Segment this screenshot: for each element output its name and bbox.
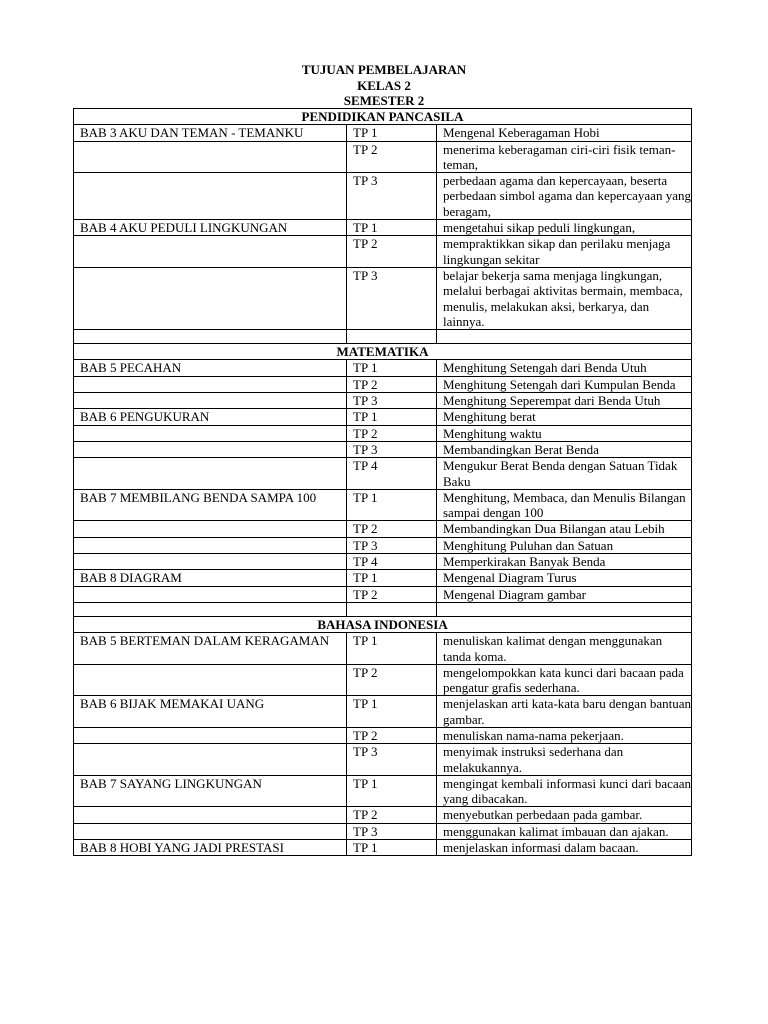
table-row xyxy=(74,775,692,807)
tp-code-cell: TP 3 xyxy=(347,823,437,839)
chapter-cell xyxy=(74,521,347,537)
objective-cell: menuliskan nama-nama pekerjaan. xyxy=(437,727,692,743)
table-row xyxy=(74,537,692,553)
objective-cell: Menghitung waktu xyxy=(437,425,692,441)
title-line: TUJUAN PEMBELAJARAN xyxy=(301,62,467,77)
table-row xyxy=(74,441,692,457)
tp-code-cell: TP 2 xyxy=(347,141,437,173)
chapter-cell: BAB 7 MEMBILANG BENDA SAMPA 100 xyxy=(74,489,347,521)
subject-header: MATEMATIKA xyxy=(74,344,692,360)
table-row xyxy=(74,458,692,490)
table-row xyxy=(74,267,692,329)
objective-cell: Memperkirakan Banyak Benda xyxy=(437,554,692,570)
empty-cell xyxy=(437,602,692,616)
table-row xyxy=(74,521,692,537)
chapter-cell: BAB 8 HOBI YANG JADI PRESTASI xyxy=(74,840,347,856)
subject-header-row xyxy=(74,109,692,125)
objective-cell: Mengenal Diagram gambar xyxy=(437,586,692,602)
tp-code-cell: TP 1 xyxy=(347,409,437,425)
chapter-cell xyxy=(74,393,347,409)
table-row xyxy=(74,425,692,441)
tp-code-cell: TP 2 xyxy=(347,586,437,602)
table-row xyxy=(74,489,692,521)
subject-header: PENDIDIKAN PANCASILA xyxy=(74,109,692,125)
objective-cell: Menghitung berat xyxy=(437,409,692,425)
table-row xyxy=(74,409,692,425)
empty-cell xyxy=(347,330,437,344)
table-row xyxy=(74,141,692,173)
objective-cell: Menghitung Puluhan dan Satuan xyxy=(437,537,692,553)
chapter-cell: BAB 5 PECAHAN xyxy=(74,360,347,376)
chapter-cell: BAB 4 AKU PEDULI LINGKUNGAN xyxy=(74,220,347,236)
objective-cell: menuliskan kalimat dengan menggunakan tanda koma. xyxy=(437,633,692,665)
empty-row xyxy=(74,602,692,616)
table-row xyxy=(74,696,692,728)
table-row xyxy=(74,586,692,602)
objective-cell: menjelaskan informasi dalam bacaan. xyxy=(437,840,692,856)
objective-cell: Membandingkan Berat Benda xyxy=(437,441,692,457)
chapter-cell: BAB 6 BIJAK MEMAKAI UANG xyxy=(74,696,347,728)
tp-code-cell: TP 3 xyxy=(347,537,437,553)
chapter-cell: BAB 6 PENGUKURAN xyxy=(74,409,347,425)
chapter-cell xyxy=(74,586,347,602)
chapter-cell xyxy=(74,267,347,329)
tp-code-cell: TP 4 xyxy=(347,458,437,490)
objective-cell: Mengukur Berat Benda dengan Satuan Tidak Baku xyxy=(437,458,692,490)
tp-code-cell: TP 2 xyxy=(347,521,437,537)
table-row xyxy=(74,744,692,776)
chapter-cell xyxy=(74,425,347,441)
chapter-cell xyxy=(74,744,347,776)
class-line: KELAS 2 xyxy=(357,77,411,93)
objective-cell: mempraktikkan sikap dan perilaku menjaga lingkungan sekitar xyxy=(437,236,692,268)
empty-cell xyxy=(74,602,347,616)
tp-code-cell: TP 2 xyxy=(347,425,437,441)
objective-cell: Menghitung, Membaca, dan Menulis Bilangan sampai dengan 100 xyxy=(437,489,692,521)
objective-cell: Menghitung Setengah dari Benda Utuh xyxy=(437,360,692,376)
chapter-cell xyxy=(74,554,347,570)
chapter-cell xyxy=(74,727,347,743)
table-row xyxy=(74,236,692,268)
chapter-cell xyxy=(74,236,347,268)
objective-cell: Menghitung Setengah dari Kumpulan Benda xyxy=(437,376,692,392)
empty-cell xyxy=(347,602,437,616)
table-row xyxy=(74,376,692,392)
tp-code-cell: TP 2 xyxy=(347,727,437,743)
tp-code-cell: TP 2 xyxy=(347,236,437,268)
table-row xyxy=(74,727,692,743)
tp-code-cell: TP 2 xyxy=(347,664,437,696)
chapter-cell xyxy=(74,823,347,839)
objective-cell: mengelompokkan kata kunci dari bacaan pada pengatur grafis sederhana. xyxy=(437,664,692,696)
learning-objectives-table xyxy=(73,108,692,856)
tp-code-cell: TP 1 xyxy=(347,775,437,807)
empty-row xyxy=(74,330,692,344)
chapter-cell xyxy=(74,441,347,457)
empty-cell xyxy=(437,330,692,344)
table-body xyxy=(74,109,692,856)
tp-code-cell: TP 3 xyxy=(347,744,437,776)
table-row xyxy=(74,554,692,570)
chapter-cell: BAB 5 BERTEMAN DALAM KERAGAMAN xyxy=(74,633,347,665)
objective-cell: mengetahui sikap peduli lingkungan, xyxy=(437,220,692,236)
table-row xyxy=(74,840,692,856)
document-title xyxy=(0,62,768,109)
objective-cell: menggunakan kalimat imbauan dan ajakan. xyxy=(437,823,692,839)
objective-cell: Membandingkan Dua Bilangan atau Lebih xyxy=(437,521,692,537)
chapter-cell xyxy=(74,537,347,553)
objective-cell: menyebutkan perbedaan pada gambar. xyxy=(437,807,692,823)
tp-code-cell: TP 2 xyxy=(347,807,437,823)
chapter-cell xyxy=(74,458,347,490)
semester-line: SEMESTER 2 xyxy=(343,93,425,108)
table-row xyxy=(74,360,692,376)
tp-code-cell: TP 3 xyxy=(347,267,437,329)
objective-cell: menjelaskan arti kata-kata baru dengan bantuan gambar. xyxy=(437,696,692,728)
table-row xyxy=(74,823,692,839)
tp-code-cell: TP 1 xyxy=(347,125,437,141)
subject-header-row xyxy=(74,344,692,360)
chapter-cell: BAB 3 AKU DAN TEMAN - TEMANKU xyxy=(74,125,347,141)
tp-code-cell: TP 1 xyxy=(347,570,437,586)
tp-code-cell: TP 4 xyxy=(347,554,437,570)
chapter-cell xyxy=(74,376,347,392)
objective-cell: menerima keberagaman ciri-ciri fisik teman-teman, xyxy=(437,141,692,173)
objective-cell: Menghitung Seperempat dari Benda Utuh xyxy=(437,393,692,409)
tp-code-cell: TP 2 xyxy=(347,376,437,392)
chapter-cell xyxy=(74,173,347,220)
tp-code-cell: TP 1 xyxy=(347,696,437,728)
chapter-cell: BAB 8 DIAGRAM xyxy=(74,570,347,586)
objective-cell: Mengenal Diagram Turus xyxy=(437,570,692,586)
objective-cell: menyimak instruksi sederhana dan melakukannya. xyxy=(437,744,692,776)
chapter-cell: BAB 7 SAYANG LINGKUNGAN xyxy=(74,775,347,807)
chapter-cell xyxy=(74,807,347,823)
table-row xyxy=(74,125,692,141)
table-row xyxy=(74,393,692,409)
table-row xyxy=(74,807,692,823)
objective-cell: mengingat kembali informasi kunci dari bacaan yang dibacakan. xyxy=(437,775,692,807)
empty-cell xyxy=(74,330,347,344)
tp-code-cell: TP 3 xyxy=(347,173,437,220)
table-row xyxy=(74,173,692,220)
table-row xyxy=(74,664,692,696)
tp-code-cell: TP 3 xyxy=(347,393,437,409)
table-row xyxy=(74,570,692,586)
tp-code-cell: TP 1 xyxy=(347,633,437,665)
tp-code-cell: TP 3 xyxy=(347,441,437,457)
subject-header-row xyxy=(74,616,692,632)
tp-code-cell: TP 1 xyxy=(347,489,437,521)
tp-code-cell: TP 1 xyxy=(347,360,437,376)
tp-code-cell: TP 1 xyxy=(347,840,437,856)
table-row xyxy=(74,633,692,665)
objective-cell: perbedaan agama dan kepercayaan, beserta perbedaan simbol agama dan kepercayaan yang beragam, xyxy=(437,173,692,220)
chapter-cell xyxy=(74,664,347,696)
chapter-cell xyxy=(74,141,347,173)
objective-cell: Mengenal Keberagaman Hobi xyxy=(437,125,692,141)
objective-cell: belajar bekerja sama menjaga lingkungan, melalui berbagai aktivitas bermain, membaca, menulis, melakukan aksi, berkarya, dan lainnya. xyxy=(437,267,692,329)
tp-code-cell: TP 1 xyxy=(347,220,437,236)
subject-header: BAHASA INDONESIA xyxy=(74,616,692,632)
table-row xyxy=(74,220,692,236)
